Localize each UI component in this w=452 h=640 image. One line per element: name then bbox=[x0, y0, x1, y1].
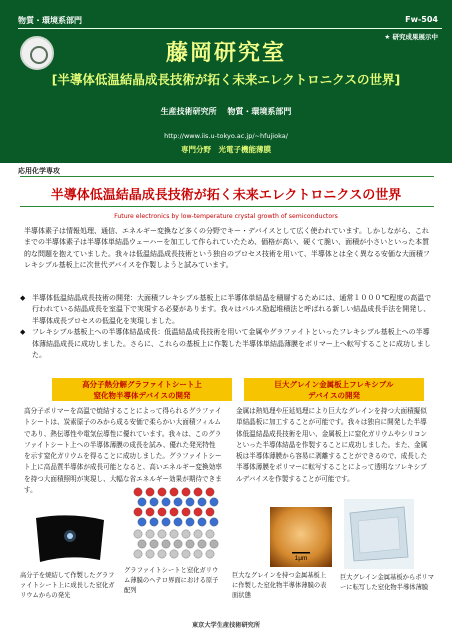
atom-sphere bbox=[162, 518, 170, 526]
header-divider bbox=[18, 28, 442, 29]
atom-sphere bbox=[150, 498, 158, 506]
diamond-icon: ◆ bbox=[20, 294, 26, 302]
transferred-film-photo bbox=[344, 499, 414, 569]
lab-url[interactable]: http://www.iis.u-tokyo.ac.jp/~hfujioka/ bbox=[164, 132, 288, 140]
diamond-icon: ◆ bbox=[20, 328, 26, 337]
atom-sphere bbox=[198, 518, 206, 526]
right-title-line1: 巨大グレイン金属板上フレキシブル bbox=[274, 380, 394, 389]
atom-sphere bbox=[170, 508, 178, 516]
exhibit-note: ★ 研究成果展示中 bbox=[384, 33, 438, 41]
atom-sphere bbox=[182, 508, 190, 516]
right-caption-2: 巨大グレイン金属基板からポリマーに転写した窒化物半導体薄膜 bbox=[340, 574, 435, 591]
atom-sphere bbox=[174, 518, 182, 526]
atom-sphere bbox=[134, 550, 142, 558]
atom-sphere bbox=[206, 508, 214, 516]
atom-sphere bbox=[138, 498, 146, 506]
left-title-line2: 窒化物半導体デバイスの開発 bbox=[93, 391, 191, 400]
left-section-text: 高分子ポリマーを高温で焼結することによって得られるグラファイトシートは、炭素原子のみから成る安価で柔らかい大面積フィルムであり、熱伝導性や電気伝導性に優れています。我々は、このグラファイトシート上への半導体薄膜の成長を試み、優れた発光特性を示す窒化ガリウムを得ることに成功しました。グラファイトシート上に高品質半導体が成長可能となると、高いエネルギー変換効率を持つ大面積照明が実現し、大幅な省エネルギー効果が期待できます。 bbox=[24, 407, 222, 495]
department-label: 物質・環境系部門 bbox=[18, 16, 82, 25]
atom-sphere bbox=[158, 508, 166, 516]
bullet-item bbox=[20, 293, 434, 327]
left-caption-2: グラファイトシートと窒化ガリウム薄膜のヘテロ界面における原子配列 bbox=[124, 567, 219, 594]
footer-institute: 東京大学生産技術研究所 bbox=[191, 622, 261, 629]
atom-sphere bbox=[162, 540, 170, 548]
atom-sphere bbox=[162, 498, 170, 506]
atom-sphere bbox=[138, 518, 146, 526]
atom-sphere bbox=[182, 530, 190, 538]
atom-sphere bbox=[170, 530, 178, 538]
atom-sphere bbox=[146, 488, 154, 496]
atom-sphere bbox=[170, 550, 178, 558]
right-section-title bbox=[244, 378, 424, 401]
atom-sphere bbox=[138, 540, 146, 548]
atom-sphere bbox=[158, 488, 166, 496]
atom-sphere bbox=[198, 498, 206, 506]
atom-sphere bbox=[158, 550, 166, 558]
atom-sphere bbox=[134, 508, 142, 516]
right-title-line2: デバイスの開発 bbox=[308, 391, 360, 400]
atom-sphere bbox=[206, 550, 214, 558]
atom-sphere bbox=[194, 550, 202, 558]
atom-sphere bbox=[210, 540, 218, 548]
atom-sphere bbox=[174, 540, 182, 548]
atom-sphere bbox=[210, 518, 218, 526]
atom-sphere bbox=[170, 488, 178, 496]
surface-micrograph bbox=[270, 507, 332, 567]
right-section-text: 金属は熱処理や圧延処理により巨大なグレインを持つ大面積擬似単結晶板に加工することが可能です。我々は独自に開発した半導体低温結晶成長技術を用い、金属板上に窒化ガリウムやシリコンといった半導体結晶を作製することに成功しました。また、金属板は半導体薄膜から容易に剥離することができるので、成長した半導体薄膜をポリマーに転写することによって透明なフレキシブルデバイスを作製することが可能です。 bbox=[236, 407, 428, 483]
atom-sphere bbox=[186, 540, 194, 548]
affiliation: 生産技術研究所 物質・環境系部門 bbox=[160, 107, 292, 116]
atomic-structure-figure bbox=[130, 484, 220, 564]
scale-bar-label: 1μm bbox=[294, 555, 308, 562]
atom-sphere bbox=[134, 488, 142, 496]
atom-sphere bbox=[134, 530, 142, 538]
atom-sphere bbox=[150, 518, 158, 526]
atom-sphere bbox=[186, 518, 194, 526]
atom-sphere bbox=[194, 530, 202, 538]
divider-top bbox=[20, 176, 434, 177]
right-caption-1: 巨大なグレインを持つ金属基板上に作製した窒化物半導体薄膜の表面状態 bbox=[232, 572, 327, 599]
atom-sphere bbox=[206, 530, 214, 538]
bullet-text: フレキシブル基板上への半導体結晶成長：低温結晶成長技術を用いて金属やグラファイトといったフレキシブル基板上への半導体薄結晶成長に成功しました。さらに、これらの基板上に作製した半導体単結晶薄膜をポリマー上へ転写することに成功しました。 bbox=[32, 328, 431, 360]
atom-sphere bbox=[182, 550, 190, 558]
bullet-item bbox=[20, 327, 434, 361]
atom-sphere bbox=[194, 508, 202, 516]
atom-sphere bbox=[182, 488, 190, 496]
main-title: 半導体低温結晶成長技術が拓く未来エレクトロニクスの世界 bbox=[50, 188, 402, 203]
english-title: Future electronics by low-temperature crystal growth of semiconductors bbox=[114, 213, 338, 220]
divider-title bbox=[20, 206, 434, 207]
atom-sphere bbox=[210, 498, 218, 506]
atom-sphere bbox=[158, 530, 166, 538]
graphite-emission-photo bbox=[30, 510, 110, 566]
header-banner bbox=[0, 0, 452, 163]
atom-sphere bbox=[146, 530, 154, 538]
atom-sphere bbox=[206, 488, 214, 496]
intro-paragraph: 半導体素子は情報処理、通信、エネルギー変換など多くの分野でキー・デバイスとして広く使われています。しかしながら、これまでの半導体素子は半導体単結晶ウェーハーを加工して作られていたため、価格が高い、硬くて脆い、面積が小さいといった本質的な問題を抱えていました。我々は低温結晶成長技術という独自のプロセス技術を用いて、半導体とは全く異なる安価な大面積フレキシブル基板上に次世代デバイスを作製しようと試みています。 bbox=[24, 227, 430, 270]
research-field: 専門分野 光電子機能薄膜 bbox=[181, 145, 271, 154]
atom-sphere bbox=[146, 508, 154, 516]
atom-sphere bbox=[146, 550, 154, 558]
lab-subtitle: [半導体低温結晶成長技術が拓く未来エレクトロニクスの世界] bbox=[51, 72, 401, 87]
left-section-title bbox=[52, 378, 232, 401]
left-title-line1: 高分子熱分解グラファイトシート上 bbox=[82, 380, 202, 389]
atom-sphere bbox=[186, 498, 194, 506]
bullet-list bbox=[20, 293, 434, 361]
left-caption-1: 高分子を焼結して作製したグラファイトシート上に成長した窒化ガリウムからの発光 bbox=[20, 572, 115, 599]
department-major: 応用化学専攻 bbox=[18, 167, 60, 175]
atom-sphere bbox=[194, 488, 202, 496]
bullet-text: 半導体低温結晶成長技術の開発：大面積フレキシブル基板上に半導体単結晶を積層するためには、通常１０００℃程度の高温で行われている結晶成長を室温下で実現する必要があります。我々はパルス励起堆積法と呼ばれる新しい結晶成長手法を開発し、半導体成長プロセスの低温化を実現しました。 bbox=[32, 294, 432, 325]
atom-sphere bbox=[174, 498, 182, 506]
lab-title: 藤岡研究室 bbox=[165, 41, 286, 66]
booth-code: Fw-504 bbox=[405, 15, 438, 24]
atom-sphere bbox=[150, 540, 158, 548]
atom-sphere bbox=[198, 540, 206, 548]
